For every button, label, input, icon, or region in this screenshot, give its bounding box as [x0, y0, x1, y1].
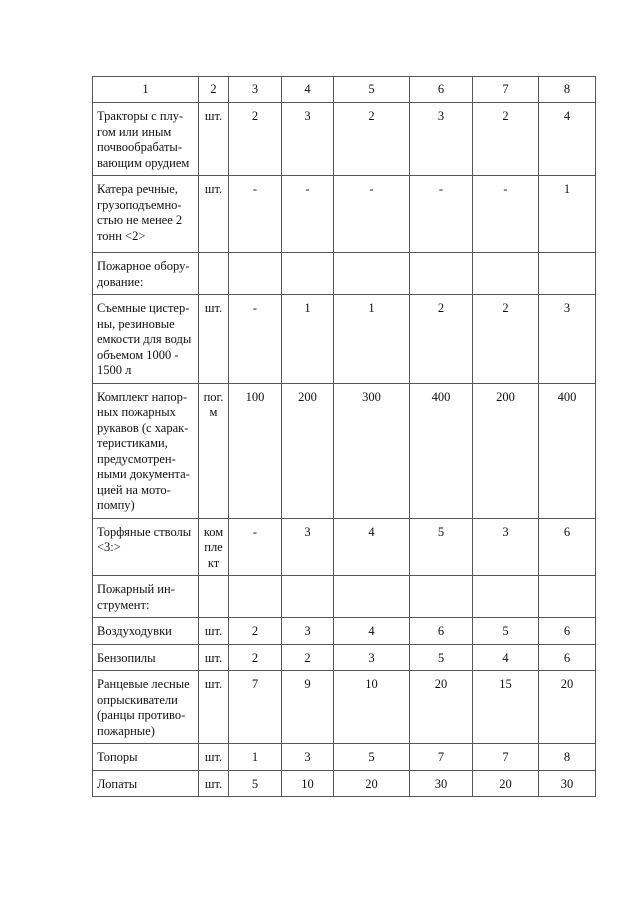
table-row [93, 176, 596, 253]
value-cell: - [282, 176, 334, 253]
header-row [93, 77, 596, 103]
value-cell: 30 [410, 770, 473, 797]
unit-cell: шт. [199, 618, 229, 645]
value-cell: 2 [473, 103, 539, 176]
value-cell: 30 [539, 770, 596, 797]
header-cell: 1 [93, 77, 199, 103]
value-cell: 2 [334, 103, 410, 176]
table-row [93, 576, 596, 618]
item-name-cell: Тракторы с плу- гом или иным почвообрабаты- вающим орудием [93, 103, 199, 176]
value-cell: 20 [539, 671, 596, 744]
value-cell: 6 [539, 644, 596, 671]
value-cell: 2 [473, 295, 539, 384]
unit-cell: шт. [199, 103, 229, 176]
unit-cell: пог. м [199, 383, 229, 518]
item-name-cell: Комплект напор- ных пожарных рукавов (с харак- теристиками, предусмотрен- ными документа- цией на мото- помпу) [93, 383, 199, 518]
header-cell: 6 [410, 77, 473, 103]
unit-cell: шт. [199, 295, 229, 384]
value-cell: 200 [473, 383, 539, 518]
value-cell [473, 253, 539, 295]
table-row [93, 383, 596, 518]
item-name-cell: Ранцевые лесные опрыскиватели (ранцы противо- пожарные) [93, 671, 199, 744]
value-cell: 5 [473, 618, 539, 645]
value-cell: - [410, 176, 473, 253]
value-cell: 4 [334, 518, 410, 576]
table-row [93, 295, 596, 384]
value-cell: 7 [473, 744, 539, 771]
value-cell: 4 [473, 644, 539, 671]
value-cell [334, 576, 410, 618]
value-cell: 2 [410, 295, 473, 384]
value-cell: 7 [229, 671, 282, 744]
unit-cell [199, 253, 229, 295]
value-cell: 3 [410, 103, 473, 176]
item-name-cell: Катера речные, грузоподъемно- стью не менее 2 тонн <2> [93, 176, 199, 253]
table-row [93, 644, 596, 671]
value-cell: 7 [410, 744, 473, 771]
value-cell: - [229, 295, 282, 384]
value-cell: 2 [229, 644, 282, 671]
item-name-cell: Съемные цистер- ны, резиновые емкости для воды объемом 1000 - 1500 л [93, 295, 199, 384]
value-cell: 1 [282, 295, 334, 384]
table-row [93, 618, 596, 645]
header-cell: 7 [473, 77, 539, 103]
value-cell [229, 253, 282, 295]
value-cell: - [334, 176, 410, 253]
item-name-cell: Бензопилы [93, 644, 199, 671]
item-name-cell: Пожарный ин- струмент: [93, 576, 199, 618]
value-cell: 15 [473, 671, 539, 744]
unit-cell: шт. [199, 644, 229, 671]
value-cell: 4 [334, 618, 410, 645]
item-name-cell: Топоры [93, 744, 199, 771]
value-cell: 3 [539, 295, 596, 384]
value-cell: 3 [282, 103, 334, 176]
table-row [93, 103, 596, 176]
value-cell [282, 253, 334, 295]
value-cell: 3 [282, 744, 334, 771]
value-cell [539, 576, 596, 618]
value-cell: 9 [282, 671, 334, 744]
value-cell: 3 [282, 618, 334, 645]
unit-cell: шт. [199, 744, 229, 771]
value-cell [410, 253, 473, 295]
value-cell: 1 [539, 176, 596, 253]
header-cell: 4 [282, 77, 334, 103]
value-cell [473, 576, 539, 618]
value-cell: 200 [282, 383, 334, 518]
value-cell: 5 [229, 770, 282, 797]
value-cell: 20 [473, 770, 539, 797]
value-cell: 10 [334, 671, 410, 744]
value-cell: - [229, 176, 282, 253]
value-cell: 6 [539, 618, 596, 645]
value-cell [229, 576, 282, 618]
table-row [93, 253, 596, 295]
value-cell [539, 253, 596, 295]
value-cell: 5 [410, 518, 473, 576]
unit-cell: ком пле кт [199, 518, 229, 576]
value-cell: 5 [334, 744, 410, 771]
item-name-cell: Лопаты [93, 770, 199, 797]
table-body [93, 77, 596, 797]
table-row [93, 518, 596, 576]
value-cell: 5 [410, 644, 473, 671]
value-cell: 20 [410, 671, 473, 744]
item-name-cell: Торфяные стволы <3:> [93, 518, 199, 576]
value-cell: 3 [282, 518, 334, 576]
value-cell: - [473, 176, 539, 253]
value-cell [282, 576, 334, 618]
header-cell: 8 [539, 77, 596, 103]
value-cell: 8 [539, 744, 596, 771]
value-cell: 4 [539, 103, 596, 176]
value-cell: 400 [539, 383, 596, 518]
value-cell: 2 [282, 644, 334, 671]
value-cell [334, 253, 410, 295]
table-row [93, 671, 596, 744]
unit-cell [199, 576, 229, 618]
value-cell [410, 576, 473, 618]
value-cell: 3 [334, 644, 410, 671]
equipment-table [92, 76, 596, 797]
table-row [93, 770, 596, 797]
value-cell: - [229, 518, 282, 576]
value-cell: 6 [539, 518, 596, 576]
value-cell: 300 [334, 383, 410, 518]
value-cell: 400 [410, 383, 473, 518]
unit-cell: шт. [199, 671, 229, 744]
unit-cell: шт. [199, 176, 229, 253]
item-name-cell: Пожарное обору- дование: [93, 253, 199, 295]
item-name-cell: Воздуходувки [93, 618, 199, 645]
value-cell: 6 [410, 618, 473, 645]
value-cell: 20 [334, 770, 410, 797]
unit-cell: шт. [199, 770, 229, 797]
table-row [93, 744, 596, 771]
value-cell: 1 [229, 744, 282, 771]
value-cell: 1 [334, 295, 410, 384]
value-cell: 100 [229, 383, 282, 518]
header-cell: 2 [199, 77, 229, 103]
value-cell: 2 [229, 618, 282, 645]
value-cell: 3 [473, 518, 539, 576]
header-cell: 3 [229, 77, 282, 103]
value-cell: 10 [282, 770, 334, 797]
header-cell: 5 [334, 77, 410, 103]
value-cell: 2 [229, 103, 282, 176]
